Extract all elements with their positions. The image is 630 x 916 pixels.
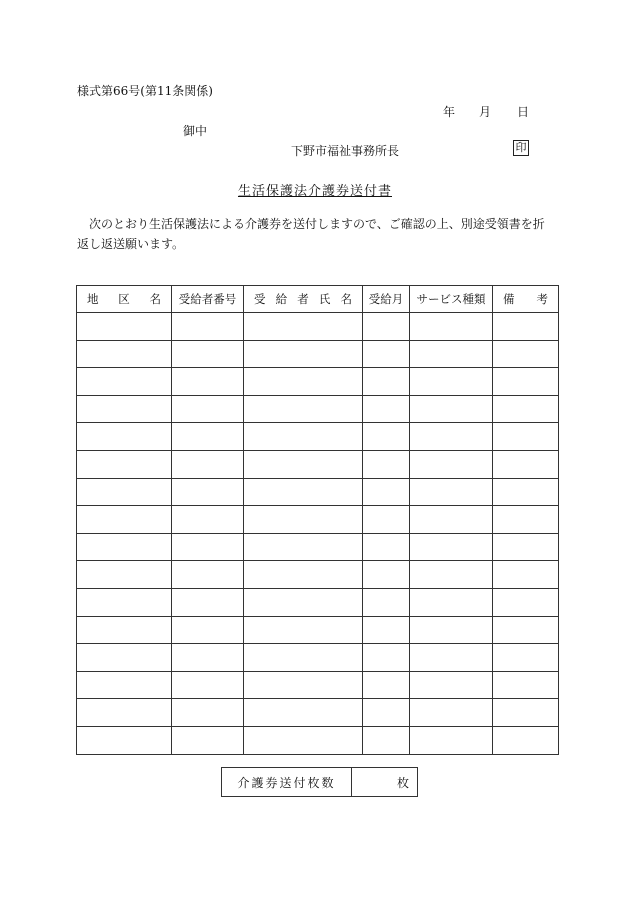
table-cell[interactable] bbox=[363, 423, 410, 451]
table-cell[interactable] bbox=[172, 423, 244, 451]
recipient-line: 御中 bbox=[183, 124, 208, 138]
table-cell[interactable] bbox=[77, 533, 172, 561]
table-cell[interactable] bbox=[244, 644, 363, 672]
table-cell[interactable] bbox=[363, 313, 410, 341]
table-cell[interactable] bbox=[77, 644, 172, 672]
table-cell[interactable] bbox=[363, 561, 410, 589]
table-cell[interactable] bbox=[493, 450, 559, 478]
table-cell[interactable] bbox=[493, 644, 559, 672]
table-cell[interactable] bbox=[172, 588, 244, 616]
table-cell[interactable] bbox=[363, 506, 410, 534]
table-cell[interactable] bbox=[172, 616, 244, 644]
table-cell[interactable] bbox=[244, 533, 363, 561]
column-header-3: 受給月 bbox=[363, 286, 410, 313]
table-cell[interactable] bbox=[172, 671, 244, 699]
body-text: 次のとおり生活保護法による介護券を送付しますので、ご確認の上、別途受領書を折返し返送願います。 bbox=[77, 217, 545, 251]
voucher-table bbox=[76, 285, 559, 755]
table-cell[interactable] bbox=[172, 726, 244, 754]
column-header-5 bbox=[493, 286, 559, 313]
table-cell[interactable] bbox=[77, 423, 172, 451]
document-title-text: 生活保護法介護券送付書 bbox=[237, 184, 392, 199]
table-cell[interactable] bbox=[410, 313, 493, 341]
table-cell[interactable] bbox=[244, 423, 363, 451]
table-cell[interactable] bbox=[493, 699, 559, 727]
table-cell[interactable] bbox=[363, 395, 410, 423]
column-header-0 bbox=[77, 286, 172, 313]
column-header-4: サービス種類 bbox=[410, 286, 493, 313]
table-cell[interactable] bbox=[363, 368, 410, 396]
table-cell[interactable] bbox=[410, 588, 493, 616]
table-row bbox=[77, 368, 559, 396]
table-cell[interactable] bbox=[172, 506, 244, 534]
sender-name: 下野市福祉事務所長 bbox=[291, 144, 400, 158]
table-cell[interactable] bbox=[77, 671, 172, 699]
table-cell[interactable] bbox=[77, 699, 172, 727]
table-cell[interactable] bbox=[244, 699, 363, 727]
table-cell[interactable] bbox=[172, 313, 244, 341]
voucher-count-unit: 枚 bbox=[396, 775, 409, 790]
column-header-char: 考 bbox=[536, 292, 548, 306]
column-header-char: 者 bbox=[297, 292, 309, 306]
table-cell[interactable] bbox=[244, 588, 363, 616]
table-cell[interactable] bbox=[410, 616, 493, 644]
table-cell[interactable] bbox=[244, 313, 363, 341]
table-cell[interactable] bbox=[493, 671, 559, 699]
table-cell[interactable] bbox=[244, 478, 363, 506]
table-cell[interactable] bbox=[172, 340, 244, 368]
table-cell[interactable] bbox=[244, 616, 363, 644]
table-cell[interactable] bbox=[244, 506, 363, 534]
voucher-count-field[interactable] bbox=[352, 768, 418, 797]
table-cell[interactable] bbox=[410, 506, 493, 534]
table-cell[interactable] bbox=[410, 533, 493, 561]
table-cell[interactable] bbox=[363, 533, 410, 561]
table-row bbox=[77, 423, 559, 451]
table-cell[interactable] bbox=[410, 368, 493, 396]
table-cell[interactable] bbox=[363, 478, 410, 506]
table-cell[interactable] bbox=[493, 478, 559, 506]
table-row bbox=[77, 478, 559, 506]
table-cell[interactable] bbox=[244, 368, 363, 396]
table-row bbox=[77, 506, 559, 534]
table-cell[interactable] bbox=[493, 533, 559, 561]
form-number: 様式第66号(第11条関係) bbox=[77, 84, 213, 98]
table-cell[interactable] bbox=[363, 644, 410, 672]
table-row bbox=[77, 395, 559, 423]
table-cell[interactable] bbox=[410, 395, 493, 423]
table-row bbox=[77, 561, 559, 589]
table-cell[interactable] bbox=[410, 423, 493, 451]
table-cell[interactable] bbox=[172, 644, 244, 672]
voucher-count-box bbox=[221, 767, 418, 797]
column-header-char: 受 bbox=[254, 292, 266, 306]
table-cell[interactable] bbox=[172, 450, 244, 478]
table-row bbox=[77, 313, 559, 341]
table-cell[interactable] bbox=[244, 561, 363, 589]
table-row bbox=[77, 588, 559, 616]
column-header-1: 受給者番号 bbox=[172, 286, 244, 313]
table-row bbox=[77, 340, 559, 368]
table-row bbox=[77, 616, 559, 644]
column-header-char: 給 bbox=[275, 292, 288, 306]
table-cell[interactable] bbox=[410, 644, 493, 672]
table-cell[interactable] bbox=[493, 313, 559, 341]
table-cell[interactable] bbox=[77, 313, 172, 341]
table-cell[interactable] bbox=[493, 726, 559, 754]
table-cell[interactable] bbox=[493, 368, 559, 396]
table-cell[interactable] bbox=[77, 450, 172, 478]
table-cell[interactable] bbox=[77, 588, 172, 616]
table-cell[interactable] bbox=[244, 450, 363, 478]
table-cell[interactable] bbox=[363, 699, 410, 727]
table-cell[interactable] bbox=[410, 699, 493, 727]
table-cell[interactable] bbox=[493, 588, 559, 616]
table-cell[interactable] bbox=[172, 699, 244, 727]
column-header-char: 名 bbox=[149, 292, 161, 306]
table-cell[interactable] bbox=[493, 395, 559, 423]
table-cell[interactable] bbox=[410, 726, 493, 754]
column-header-2 bbox=[244, 286, 363, 313]
table-cell[interactable] bbox=[77, 726, 172, 754]
table-cell[interactable] bbox=[172, 478, 244, 506]
table-cell[interactable] bbox=[410, 340, 493, 368]
date-year-label: 年 bbox=[443, 105, 456, 119]
table-cell[interactable] bbox=[244, 726, 363, 754]
table-cell[interactable] bbox=[410, 671, 493, 699]
column-header-char: 区 bbox=[118, 292, 130, 306]
column-header-char: 氏 bbox=[318, 292, 331, 306]
table-cell[interactable] bbox=[77, 506, 172, 534]
table-cell[interactable] bbox=[493, 506, 559, 534]
table-cell[interactable] bbox=[493, 423, 559, 451]
table-cell[interactable] bbox=[410, 478, 493, 506]
date-line bbox=[443, 103, 529, 120]
column-header-char: 備 bbox=[503, 292, 515, 306]
table-cell[interactable] bbox=[363, 450, 410, 478]
table-cell[interactable] bbox=[172, 533, 244, 561]
table-cell[interactable] bbox=[363, 616, 410, 644]
table-row bbox=[77, 533, 559, 561]
table-cell[interactable] bbox=[363, 726, 410, 754]
table-cell[interactable] bbox=[493, 561, 559, 589]
table-cell[interactable] bbox=[244, 340, 363, 368]
table-cell[interactable] bbox=[244, 671, 363, 699]
column-header-char: 名 bbox=[340, 292, 352, 306]
table-cell[interactable] bbox=[172, 561, 244, 589]
table-cell[interactable] bbox=[363, 671, 410, 699]
table-row bbox=[77, 726, 559, 754]
table-cell[interactable] bbox=[493, 616, 559, 644]
table-row bbox=[77, 699, 559, 727]
table-cell[interactable] bbox=[172, 368, 244, 396]
voucher-count-label: 介護券送付枚数 bbox=[222, 768, 352, 797]
table-cell[interactable] bbox=[363, 588, 410, 616]
table-cell[interactable] bbox=[77, 561, 172, 589]
date-day-label: 日 bbox=[517, 105, 530, 119]
table-cell[interactable] bbox=[493, 340, 559, 368]
table-cell[interactable] bbox=[77, 395, 172, 423]
table-cell[interactable] bbox=[77, 478, 172, 506]
document-title bbox=[0, 180, 630, 199]
seal-mark: 印 bbox=[513, 140, 529, 156]
table-row bbox=[77, 671, 559, 699]
table-cell[interactable] bbox=[410, 561, 493, 589]
table-cell[interactable] bbox=[77, 616, 172, 644]
table-row bbox=[77, 450, 559, 478]
table-cell[interactable] bbox=[244, 395, 363, 423]
table-cell[interactable] bbox=[363, 340, 410, 368]
table-header-row bbox=[77, 286, 559, 313]
table-row bbox=[77, 644, 559, 672]
table-cell[interactable] bbox=[77, 368, 172, 396]
table-body bbox=[77, 313, 559, 755]
table-cell[interactable] bbox=[410, 450, 493, 478]
date-month-label: 月 bbox=[479, 105, 492, 119]
table-cell[interactable] bbox=[172, 395, 244, 423]
table-cell[interactable] bbox=[77, 340, 172, 368]
column-header-char: 地 bbox=[87, 292, 99, 306]
